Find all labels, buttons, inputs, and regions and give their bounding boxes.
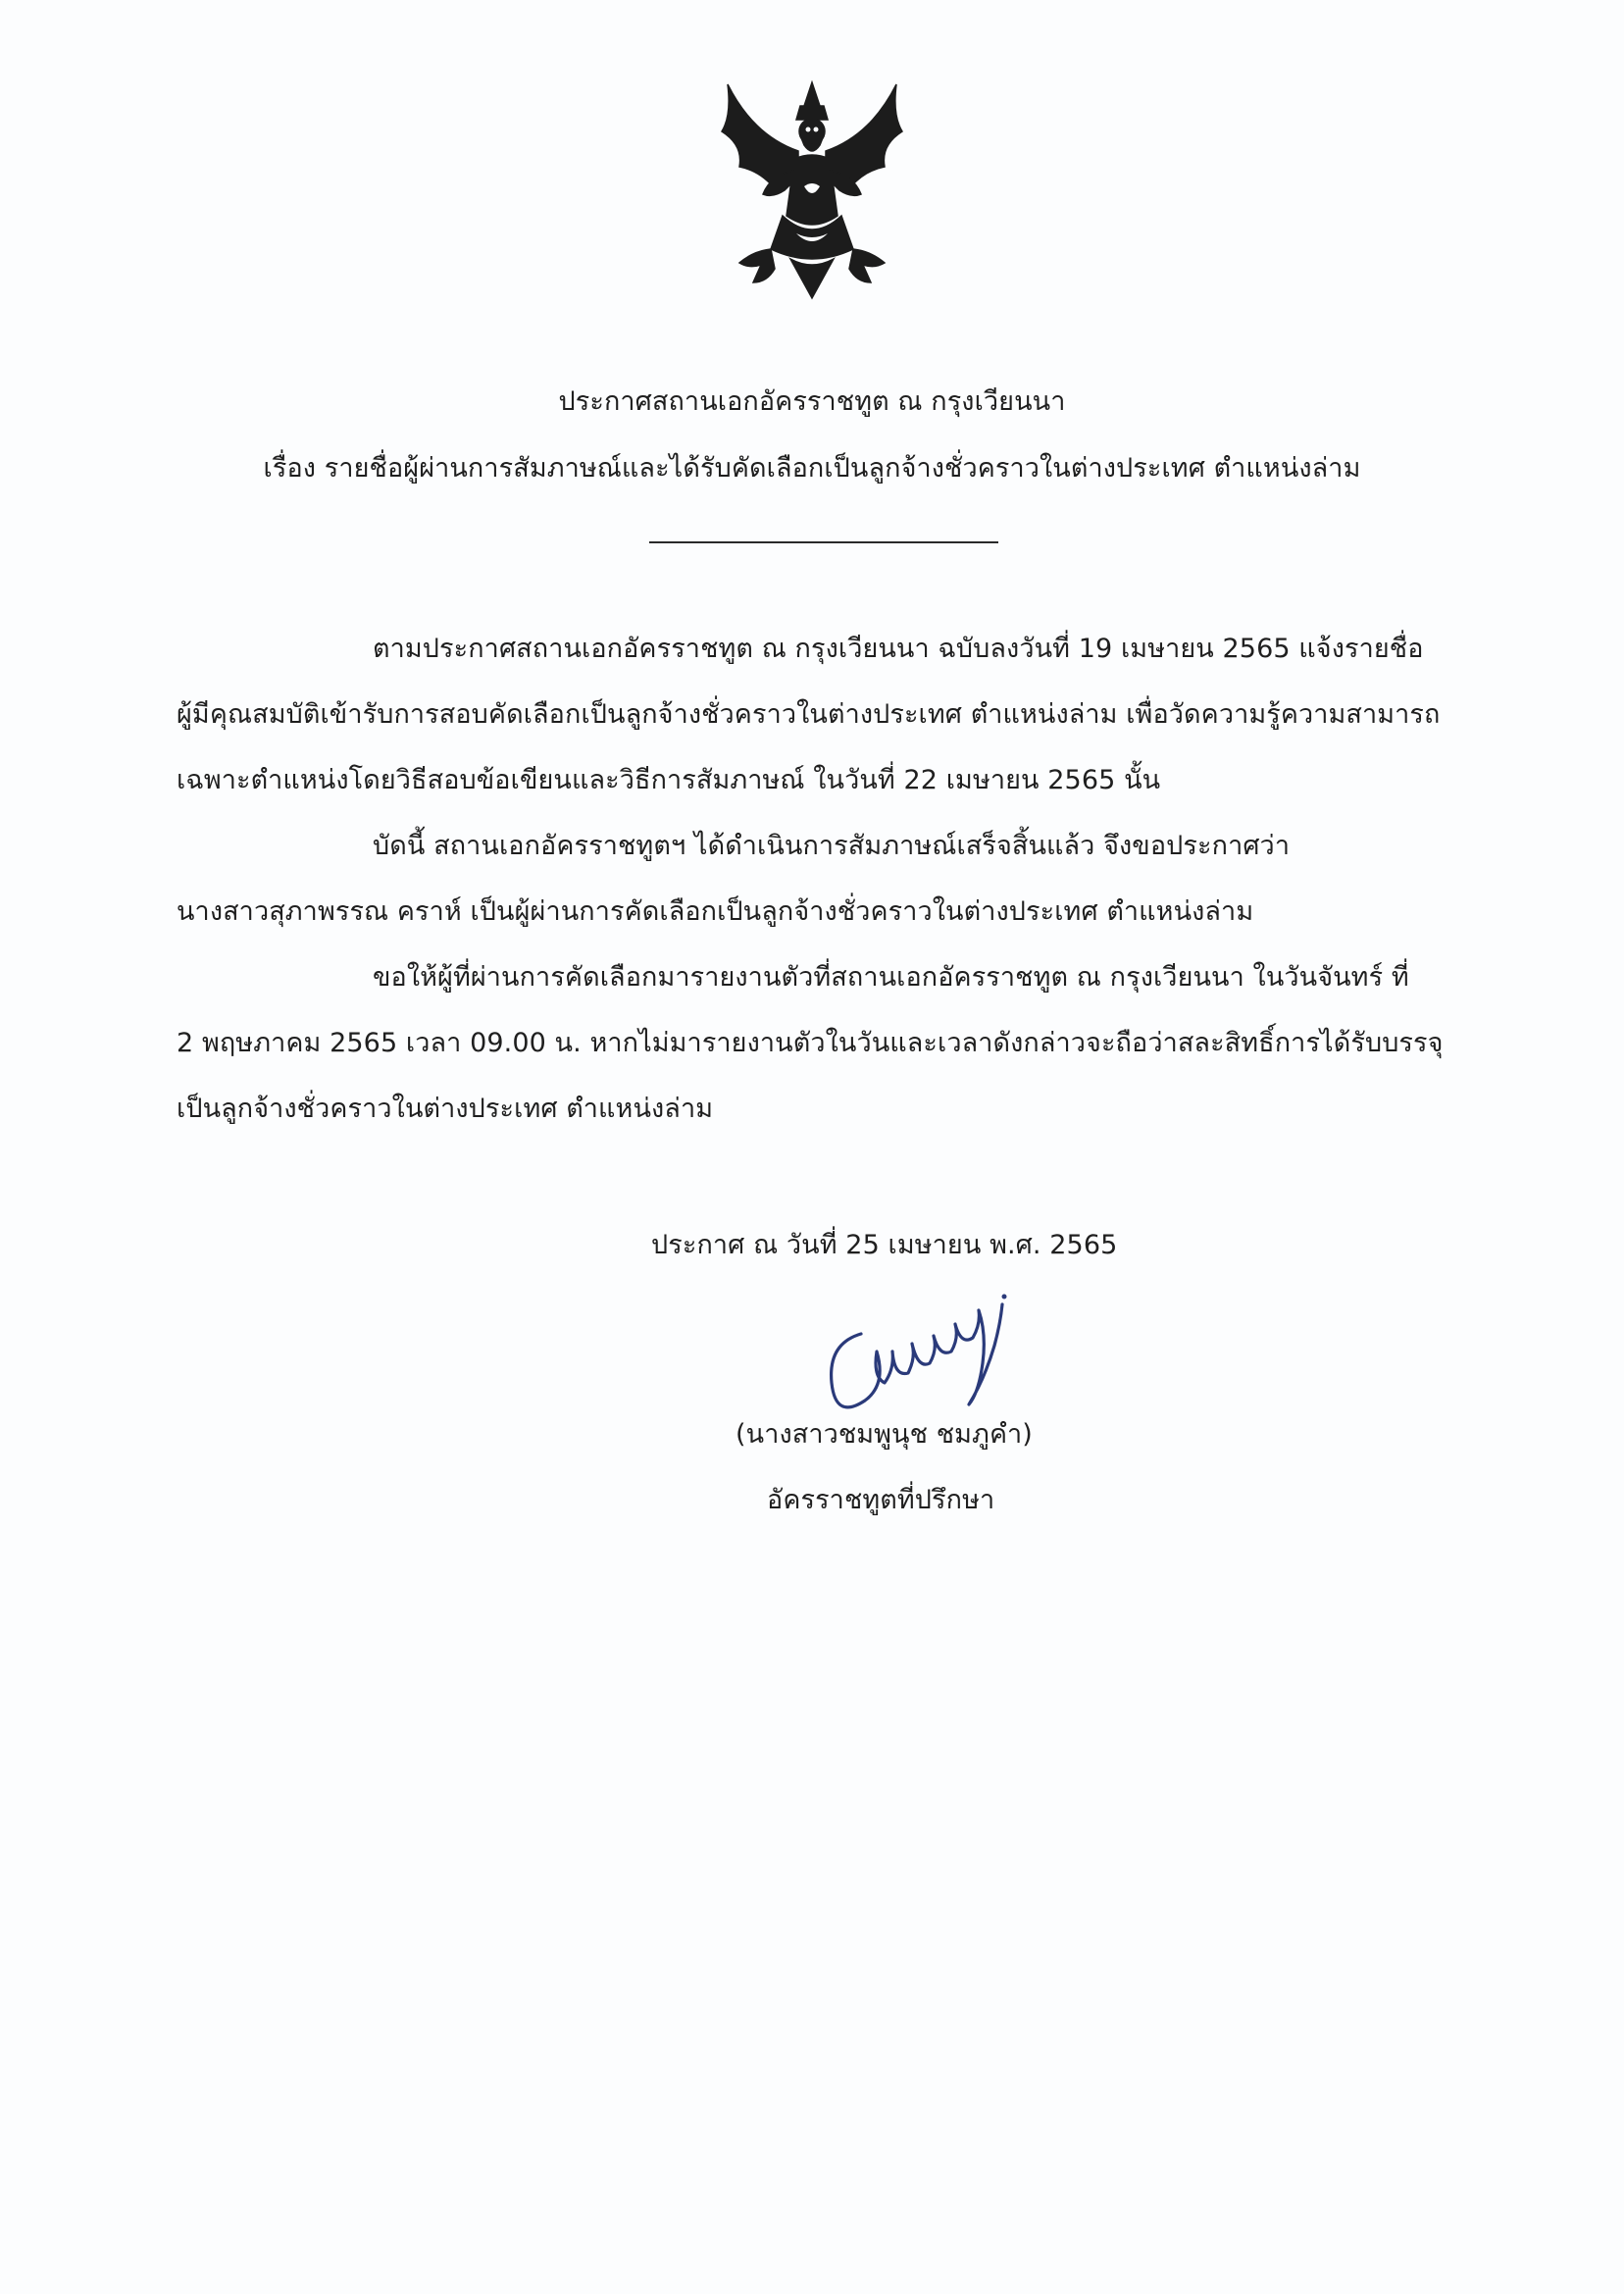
paragraph-3-line-3: เป็นลูกจ้างชั่วคราวในต่างประเทศ ตำแหน่งล่าม	[177, 1094, 714, 1124]
signer-name: (นางสาวชมพูนุช ชมภูคำ)	[736, 1419, 1033, 1450]
paragraph-3-line-2: 2 พฤษภาคม 2565 เวลา 09.00 น. หากไม่มารายงานตัวในวันและเวลาดังกล่าวจะถือว่าสละสิทธิ์การได้รับบรรจุ	[177, 1028, 1444, 1058]
paragraph-3-line-1: ขอให้ผู้ที่ผ่านการคัดเลือกมารายงานตัวที่สถานเอกอัครราชทูต ณ กรุงเวียนนา ในวันจันทร์ ที่	[373, 962, 1409, 993]
handwritten-signature	[822, 1275, 1018, 1422]
paragraph-1-line-2: ผู้มีคุณสมบัติเข้ารับการสอบคัดเลือกเป็นลูกจ้างชั่วคราวในต่างประเทศ ตำแหน่งล่าม เพื่อวัดความรู้ความสามารถ	[177, 699, 1441, 730]
announcement-date: ประกาศ ณ วันที่ 25 เมษายน พ.ศ. 2565	[651, 1230, 1118, 1260]
heading-line-1: ประกาศสถานเอกอัครราชทูต ณ กรุงเวียนนา	[558, 386, 1066, 417]
paragraph-1-line-1: ตามประกาศสถานเอกอัครราชทูต ณ กรุงเวียนนา ฉบับลงวันที่ 19 เมษายน 2565 แจ้งรายชื่อ	[373, 634, 1424, 664]
paragraph-2-line-2: นางสาวสุภาพรรณ คราห์ เป็นผู้ผ่านการคัดเลือกเป็นลูกจ้างชั่วคราวในต่างประเทศ ตำแหน่งล่าม	[177, 896, 1254, 927]
garuda-emblem-icon	[714, 76, 910, 308]
paragraph-2-line-1: บัดนี้ สถานเอกอัครราชทูตฯ ได้ดำเนินการสัมภาษณ์เสร็จสิ้นแล้ว จึงขอประกาศว่า	[373, 831, 1291, 861]
heading-line-2: เรื่อง รายชื่อผู้ผ่านการสัมภาษณ์และได้รับคัดเลือกเป็นลูกจ้างชั่วคราวในต่างประเทศ ตำแหน่งล่าม	[263, 453, 1361, 484]
heading-divider	[649, 541, 998, 543]
signer-title: อัครราชทูตที่ปรึกษา	[767, 1485, 995, 1515]
paragraph-1-line-3: เฉพาะตำแหน่งโดยวิธีสอบข้อเขียนและวิธีการสัมภาษณ์ ในวันที่ 22 เมษายน 2565 นั้น	[177, 765, 1161, 795]
